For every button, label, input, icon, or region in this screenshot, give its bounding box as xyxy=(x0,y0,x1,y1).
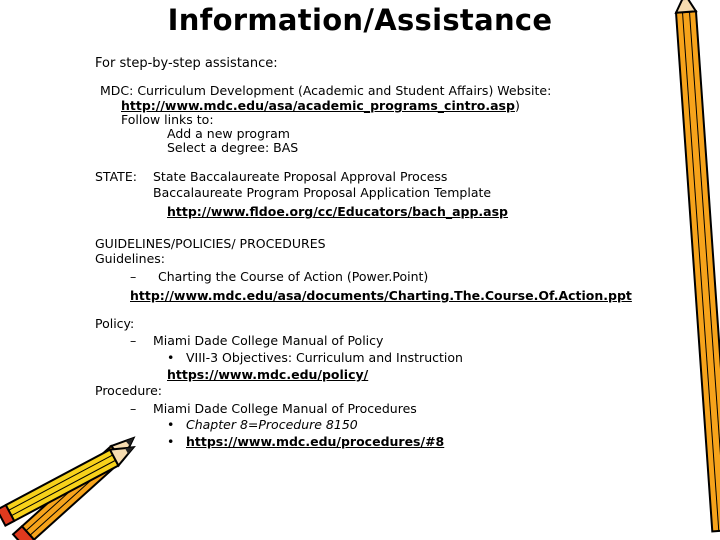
mdc-link-select-degree: Select a degree: BAS xyxy=(167,140,299,155)
state-line2: Baccalaureate Program Proposal Application Template xyxy=(153,185,492,200)
procedure-label: Procedure: xyxy=(95,383,163,398)
mdc-follow-text: Follow links to: xyxy=(121,112,214,127)
policy-sub: VIII-3 Objectives: Curriculum and Instruction xyxy=(186,350,463,365)
policy-dash: – xyxy=(130,333,137,348)
state-label: STATE: xyxy=(95,169,137,184)
mdc-line: MDC: Curriculum Development (Academic and Student Affairs) Website: xyxy=(100,83,552,98)
pencil-right-icon xyxy=(672,0,720,540)
guidelines-label: Guidelines: xyxy=(95,251,165,266)
page-title: Information/Assistance xyxy=(167,3,553,37)
procedure-sub: Chapter 8=Procedure 8150 xyxy=(186,417,358,432)
policy-manual: Miami Dade College Manual of Policy xyxy=(153,333,384,348)
policy-label: Policy: xyxy=(95,316,135,331)
intro-text: For step-by-step assistance: xyxy=(95,56,278,71)
mdc-url-row xyxy=(121,100,520,113)
procedure-url-link[interactable]: https://www.mdc.edu/procedures/#8 xyxy=(186,434,445,449)
state-line1: State Baccalaureate Proposal Approval Process xyxy=(153,169,448,184)
policy-bullet: • xyxy=(167,350,175,365)
guidelines-item: Charting the Course of Action (Power.Point) xyxy=(158,269,429,284)
mdc-link-add-program: Add a new program xyxy=(167,126,290,141)
pencil-left-icon xyxy=(0,395,165,540)
guidelines-dash: – xyxy=(130,269,137,284)
procedure-bullet-2: • xyxy=(167,434,175,449)
state-url-link[interactable]: http://www.fldoe.org/cc/Educators/bach_app.asp xyxy=(167,204,509,219)
procedure-bullet-1: • xyxy=(167,417,175,432)
mdc-url-link[interactable]: http://www.mdc.edu/asa/academic_programs_cintro.asp xyxy=(121,98,515,113)
procedure-dash: – xyxy=(130,401,137,416)
procedure-manual: Miami Dade College Manual of Procedures xyxy=(153,401,417,416)
guidelines-url-link[interactable]: http://www.mdc.edu/asa/documents/Charting.The.Course.Of.Action.ppt xyxy=(130,288,632,303)
mdc-url-suffix: ) xyxy=(514,98,520,113)
policy-url-link[interactable]: https://www.mdc.edu/policy/ xyxy=(167,367,369,382)
guidelines-heading: GUIDELINES/POLICIES/ PROCEDURES xyxy=(95,236,326,251)
